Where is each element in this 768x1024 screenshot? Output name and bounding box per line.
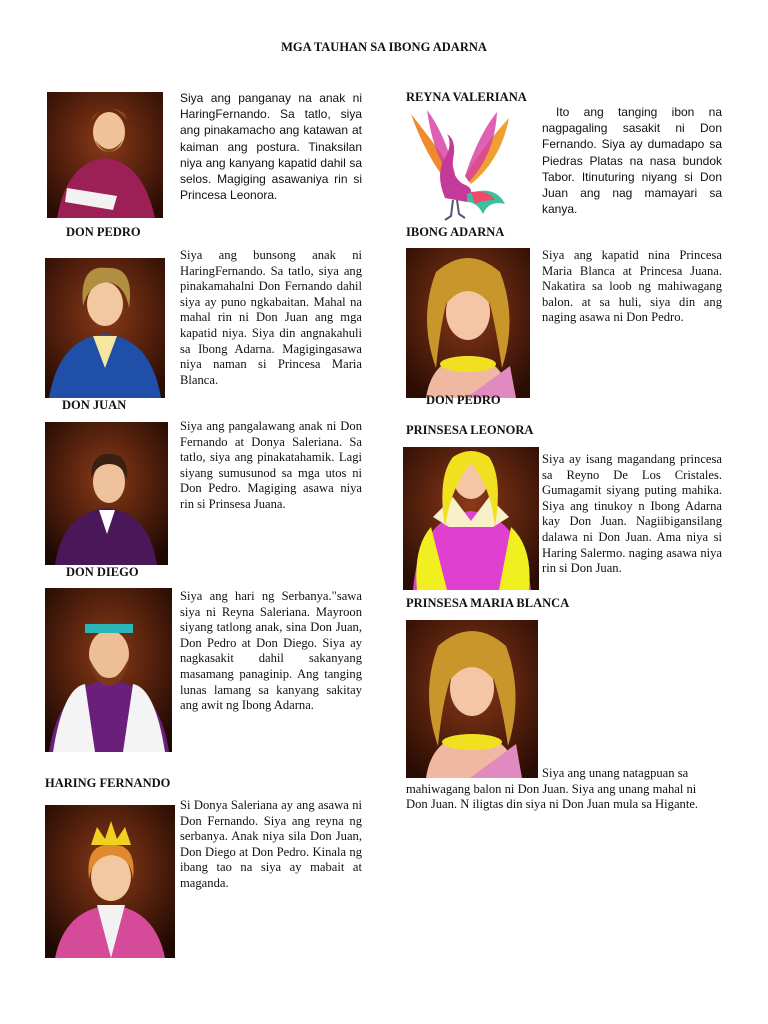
character-name-partially-hidden xyxy=(426,394,501,406)
portrait-don-pedro xyxy=(47,92,163,218)
character-name: PRINSESA LEONORA xyxy=(406,423,534,437)
character-description: Siya ang pangalawang anak ni Don Fernando at Donya Saleriana. Sa tatlo, siya ang pinakatahamik. Lagi siyang sumusunod sa mga utos ni Don Pedro. Magiging asawa niya rin si Prinsesa Juana. xyxy=(180,419,362,511)
ibong-adarna-bird-image xyxy=(405,104,517,226)
description-text: Siya ang unang natagpuan sa mahiwagang balon ni Don Juan. Siya ang unang mahal ni Don Juan. N iligtas din siya ni Don Juan mula sa Higante. xyxy=(406,766,699,812)
portrait-haring-fernando xyxy=(45,588,172,752)
character-name: DON DIEGO xyxy=(66,565,139,579)
portrait-prinsesa-leonora xyxy=(403,447,539,590)
character-name: HARING FERNANDO xyxy=(45,776,171,790)
portrait-ibong-adarna-section xyxy=(406,248,530,398)
character-name: DON JUAN xyxy=(62,398,127,412)
portrait-don-diego xyxy=(45,422,168,565)
character-description: Siya ang bunsong anak ni HaringFernando. Sa tatlo, siya ang pinakamahalni Don Fernando dahil siya ay puno ngkabaitan. Mahal na mahal rin ni Don Juan ang mga kapatid niya. Siya din angnakahuli sa Ibong Adarna. Magigingasawa niya naman si Princesa Maria Blanca. xyxy=(180,248,362,387)
character-description: Ito ang tanging ibon na nagpagaling sasakit ni Don Fernando. Siya ay dumadapo sa Piedras Platas na nasa bundok Tabor. Itinuturing niyang si Don Juan ang nag mamayari sa kanya. xyxy=(542,105,722,217)
character-description: Siya ang kapatid nina Princesa Maria Blanca at Princesa Juana. Nakatira sa loob ng mahiwagang balon. at sa huli, siya din ang naging asawa ni Don Pedro. xyxy=(542,248,722,325)
page-title: MGA TAUHAN SA IBONG ADARNA xyxy=(281,40,487,54)
character-description: Si Donya Saleriana ay ang asawa ni Don Fernando. Siya ang reyna ng serbanya. Anak niya sila Don Juan, Don Diego at Don Pedro. Kinala ng ibang tao na siya ay mabait at maganda. xyxy=(180,798,362,890)
character-name: DON PEDRO xyxy=(66,225,141,239)
character-name: REYNA VALERIANA xyxy=(406,90,527,104)
character-description: Siya ay isang magandang princesa sa Reyno De Los Cristales. Gumagamit siyang puting mahika. Siya ang tinukoy n Ibong Adarna kay Don Juan. Nagiibigansilang dalawa ni Don Juan. Ama niya si Haring Salermo. naging asawa niya rin si Don Juan. xyxy=(542,452,722,576)
portrait-don-juan xyxy=(45,258,165,398)
portrait-prinsesa-maria-blanca xyxy=(406,620,538,778)
character-name: DON PEDRO xyxy=(426,394,501,406)
portrait-reyna xyxy=(45,805,175,958)
character-description: Siya ang panganay na anak ni HaringFernando. Sa tatlo, siya ang pinakamacho ang katawan at kaiman ang postura. Tinaksilan niya ang kanyang kapatid dahil sa selos. Magiging asawaniya rin si Princesa Leonora. xyxy=(180,91,362,203)
character-name: PRINSESA MARIA BLANCA xyxy=(406,596,570,610)
character-name: IBONG ADARNA xyxy=(406,225,505,239)
character-description xyxy=(406,766,726,813)
character-description: Siya ang hari ng Serbanya."sawa siya ni Reyna Saleriana. Mayroon siyang tatlong anak, sina Don Juan, Don Pedro at Don Diego. Siya ay nagkasakit dahil sakanyang masamang panaginip. Ang tanging lunas lamang sa kanyang sakitay ang awit ng Ibong Adarna. xyxy=(180,589,362,713)
